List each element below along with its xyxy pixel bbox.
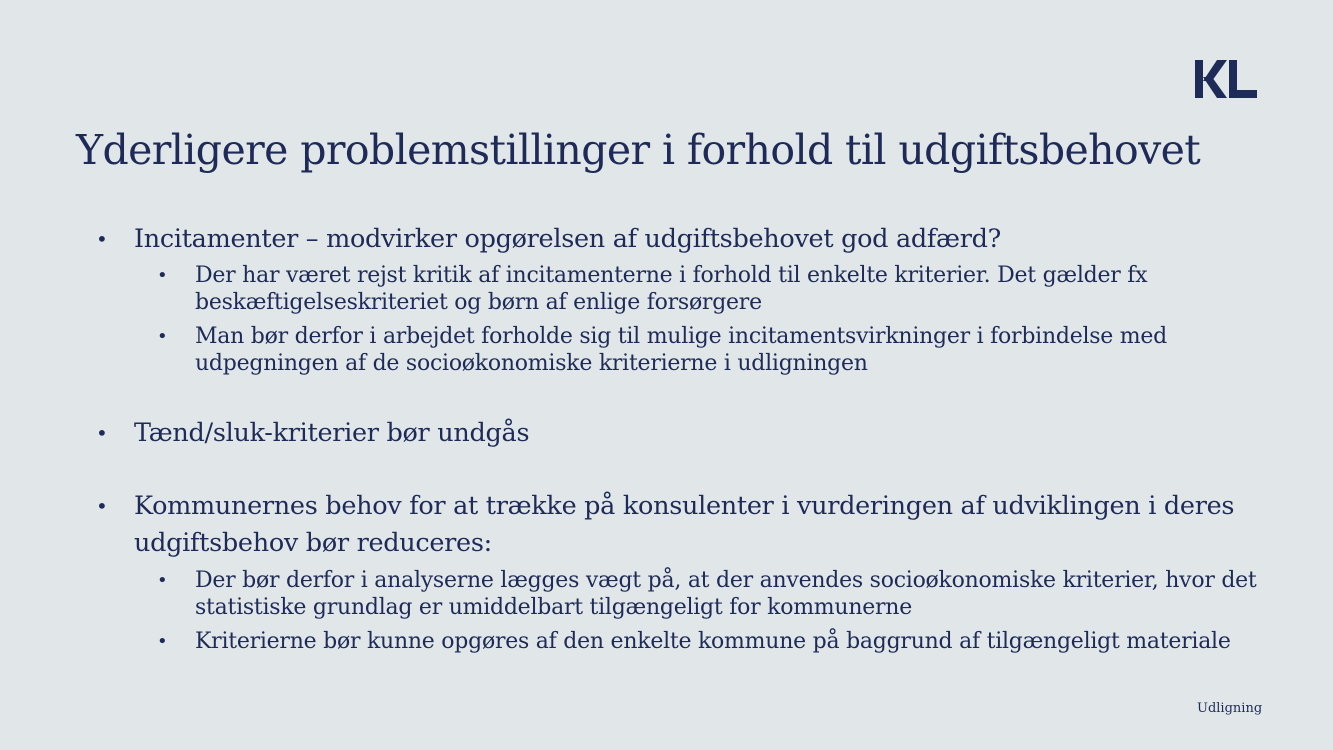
bullet-incitamenter: • Incitamenter – modvirker opgørelsen af udgiftsbehovet god adfærd?: [96, 221, 1264, 258]
sub-bullet-kriterierne: • Kriterierne bør kunne opgøres af den enkelte kommune på baggrund af tilgængeligt materiale: [157, 628, 1275, 655]
sub-bullet-analyserne: • Der bør derfor i analyserne lægges vægt på, at der anvendes socioøkonomiske kriterier, hvor det statistiske grundlag er umiddelbart tilgængeligt for kommunerne: [157, 567, 1275, 621]
footer-label: Udligning: [1197, 701, 1263, 716]
kl-logo-icon: [1195, 60, 1257, 98]
bullet-konsulenter: • Kommunernes behov for at trække på konsulenter i vurderingen af udviklingen i deres udgiftsbehov bør reduceres:: [96, 488, 1264, 562]
bullet-taend-sluk: • Tænd/sluk-kriterier bør undgås: [96, 415, 1264, 452]
sub-bullet-kritik: • Der har været rejst kritik af incitamenterne i forhold til enkelte kriterier. Det gælder fx beskæftigelseskriteriet og børn af enlige forsørgere: [157, 262, 1275, 316]
sub-bullet-incitamentsvirkninger: • Man bør derfor i arbejdet forholde sig til mulige incitamentsvirkninger i forbindelse med udpegningen af de socioøkonomiske kriterierne i udligningen: [157, 323, 1275, 377]
page-title: Yderligere problemstillinger i forhold til udgiftsbehovet: [76, 126, 1201, 174]
